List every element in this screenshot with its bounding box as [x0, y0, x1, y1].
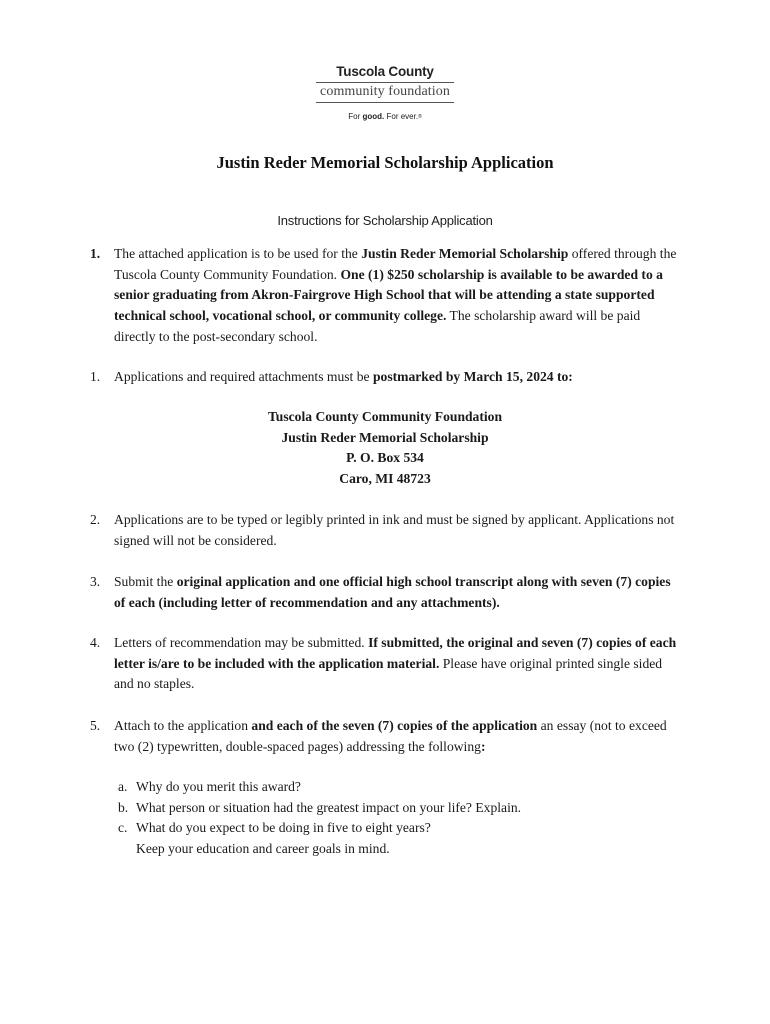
item-text-run: The attached application is to be used for the — [114, 246, 362, 261]
logo-foundation-text: community foundation — [320, 84, 450, 99]
item-bold-run: Justin Reder Memorial Scholarship — [361, 246, 569, 261]
logo-rule-bottom — [316, 102, 454, 103]
item-number: 4. — [90, 635, 101, 650]
mailing-address — [0, 407, 770, 490]
item-text — [114, 572, 684, 613]
question-text-continued: Keep your education and career goals in mind. — [136, 840, 390, 856]
item-text-run: offered through the Tuscola County Community Foundation. — [114, 246, 677, 282]
page-subtitle: Instructions for Scholarship Application — [277, 213, 493, 228]
address-line: Tuscola County Community Foundation — [267, 409, 503, 424]
question-text: What person or situation had the greatest impact on your life? Explain. — [136, 800, 522, 815]
logo-tag-good: good. — [362, 112, 385, 121]
item-number: 5. — [90, 718, 101, 733]
item-text — [114, 633, 684, 695]
item-bold-run: and each of the seven (7) copies of the application — [251, 718, 538, 733]
logo-tag-prefix: For — [348, 112, 363, 121]
logo-tag-mark: ® — [418, 114, 422, 120]
item-bold-run: One (1) $250 scholarship is available to be awarded to a senior graduating from Akron-Fairgrove High School that will be attending a state supported technical school, vocational school, or community college. — [114, 266, 663, 324]
item-bold-run: If submitted, the original and seven (7) copies of each letter is/are to be included with the application material. — [114, 635, 677, 671]
foundation-logo — [316, 64, 454, 122]
question-text: What do you expect to be doing in five to eight years? — [136, 820, 431, 835]
item-number: 1. — [90, 246, 101, 261]
item-number: 1. — [90, 369, 101, 384]
logo-county-text: Tuscola County — [336, 64, 434, 79]
item-text-run: Letters of recommendation may be submitted. — [114, 635, 369, 650]
logo-tag-ever: ever. — [400, 112, 419, 121]
item-text — [114, 367, 684, 388]
logo-tagline — [316, 112, 454, 122]
item-number: 3. — [90, 574, 101, 589]
logo-tag-mid: For — [384, 112, 401, 121]
item-text-run: Applications and required attachments must be — [114, 369, 373, 384]
item-text-run: Attach to the application — [114, 718, 252, 733]
item-bold-run: original application and one official high school transcript along with seven (7) copies of each (including letter of recommendation and any attachments). — [114, 574, 671, 610]
address-line: Justin Reder Memorial Scholarship — [281, 429, 489, 445]
item-bold-run: postmarked by March 15, 2024 to: — [372, 369, 573, 384]
question-label: a. — [118, 779, 128, 794]
question-text-block — [136, 818, 676, 859]
item-text — [114, 716, 684, 757]
item-text — [114, 244, 684, 348]
item-text-run: Submit the — [114, 574, 177, 589]
item-text: Applications are to be typed or legibly printed in ink and must be signed by applicant. Applications not signed will not be considered. — [114, 512, 675, 548]
question-text: Why do you merit this award? — [136, 779, 301, 794]
item-text-run: The scholarship award will be paid directly to the post-secondary school. — [114, 308, 641, 344]
question-label: c. — [118, 820, 128, 835]
question-label: b. — [118, 800, 129, 815]
item-text-run: Please have original printed single sided and no staples. — [114, 655, 663, 692]
item-number: 2. — [90, 512, 101, 527]
item-text-run: an essay (not to exceed two (2) typewritten, double-spaced pages) addressing the following — [114, 718, 667, 754]
address-line: P. O. Box 534 — [346, 450, 424, 466]
page-title: Justin Reder Memorial Scholarship Application — [216, 153, 554, 172]
item-bold-run: : — [480, 738, 486, 754]
address-line: Caro, MI 48723 — [339, 471, 431, 487]
